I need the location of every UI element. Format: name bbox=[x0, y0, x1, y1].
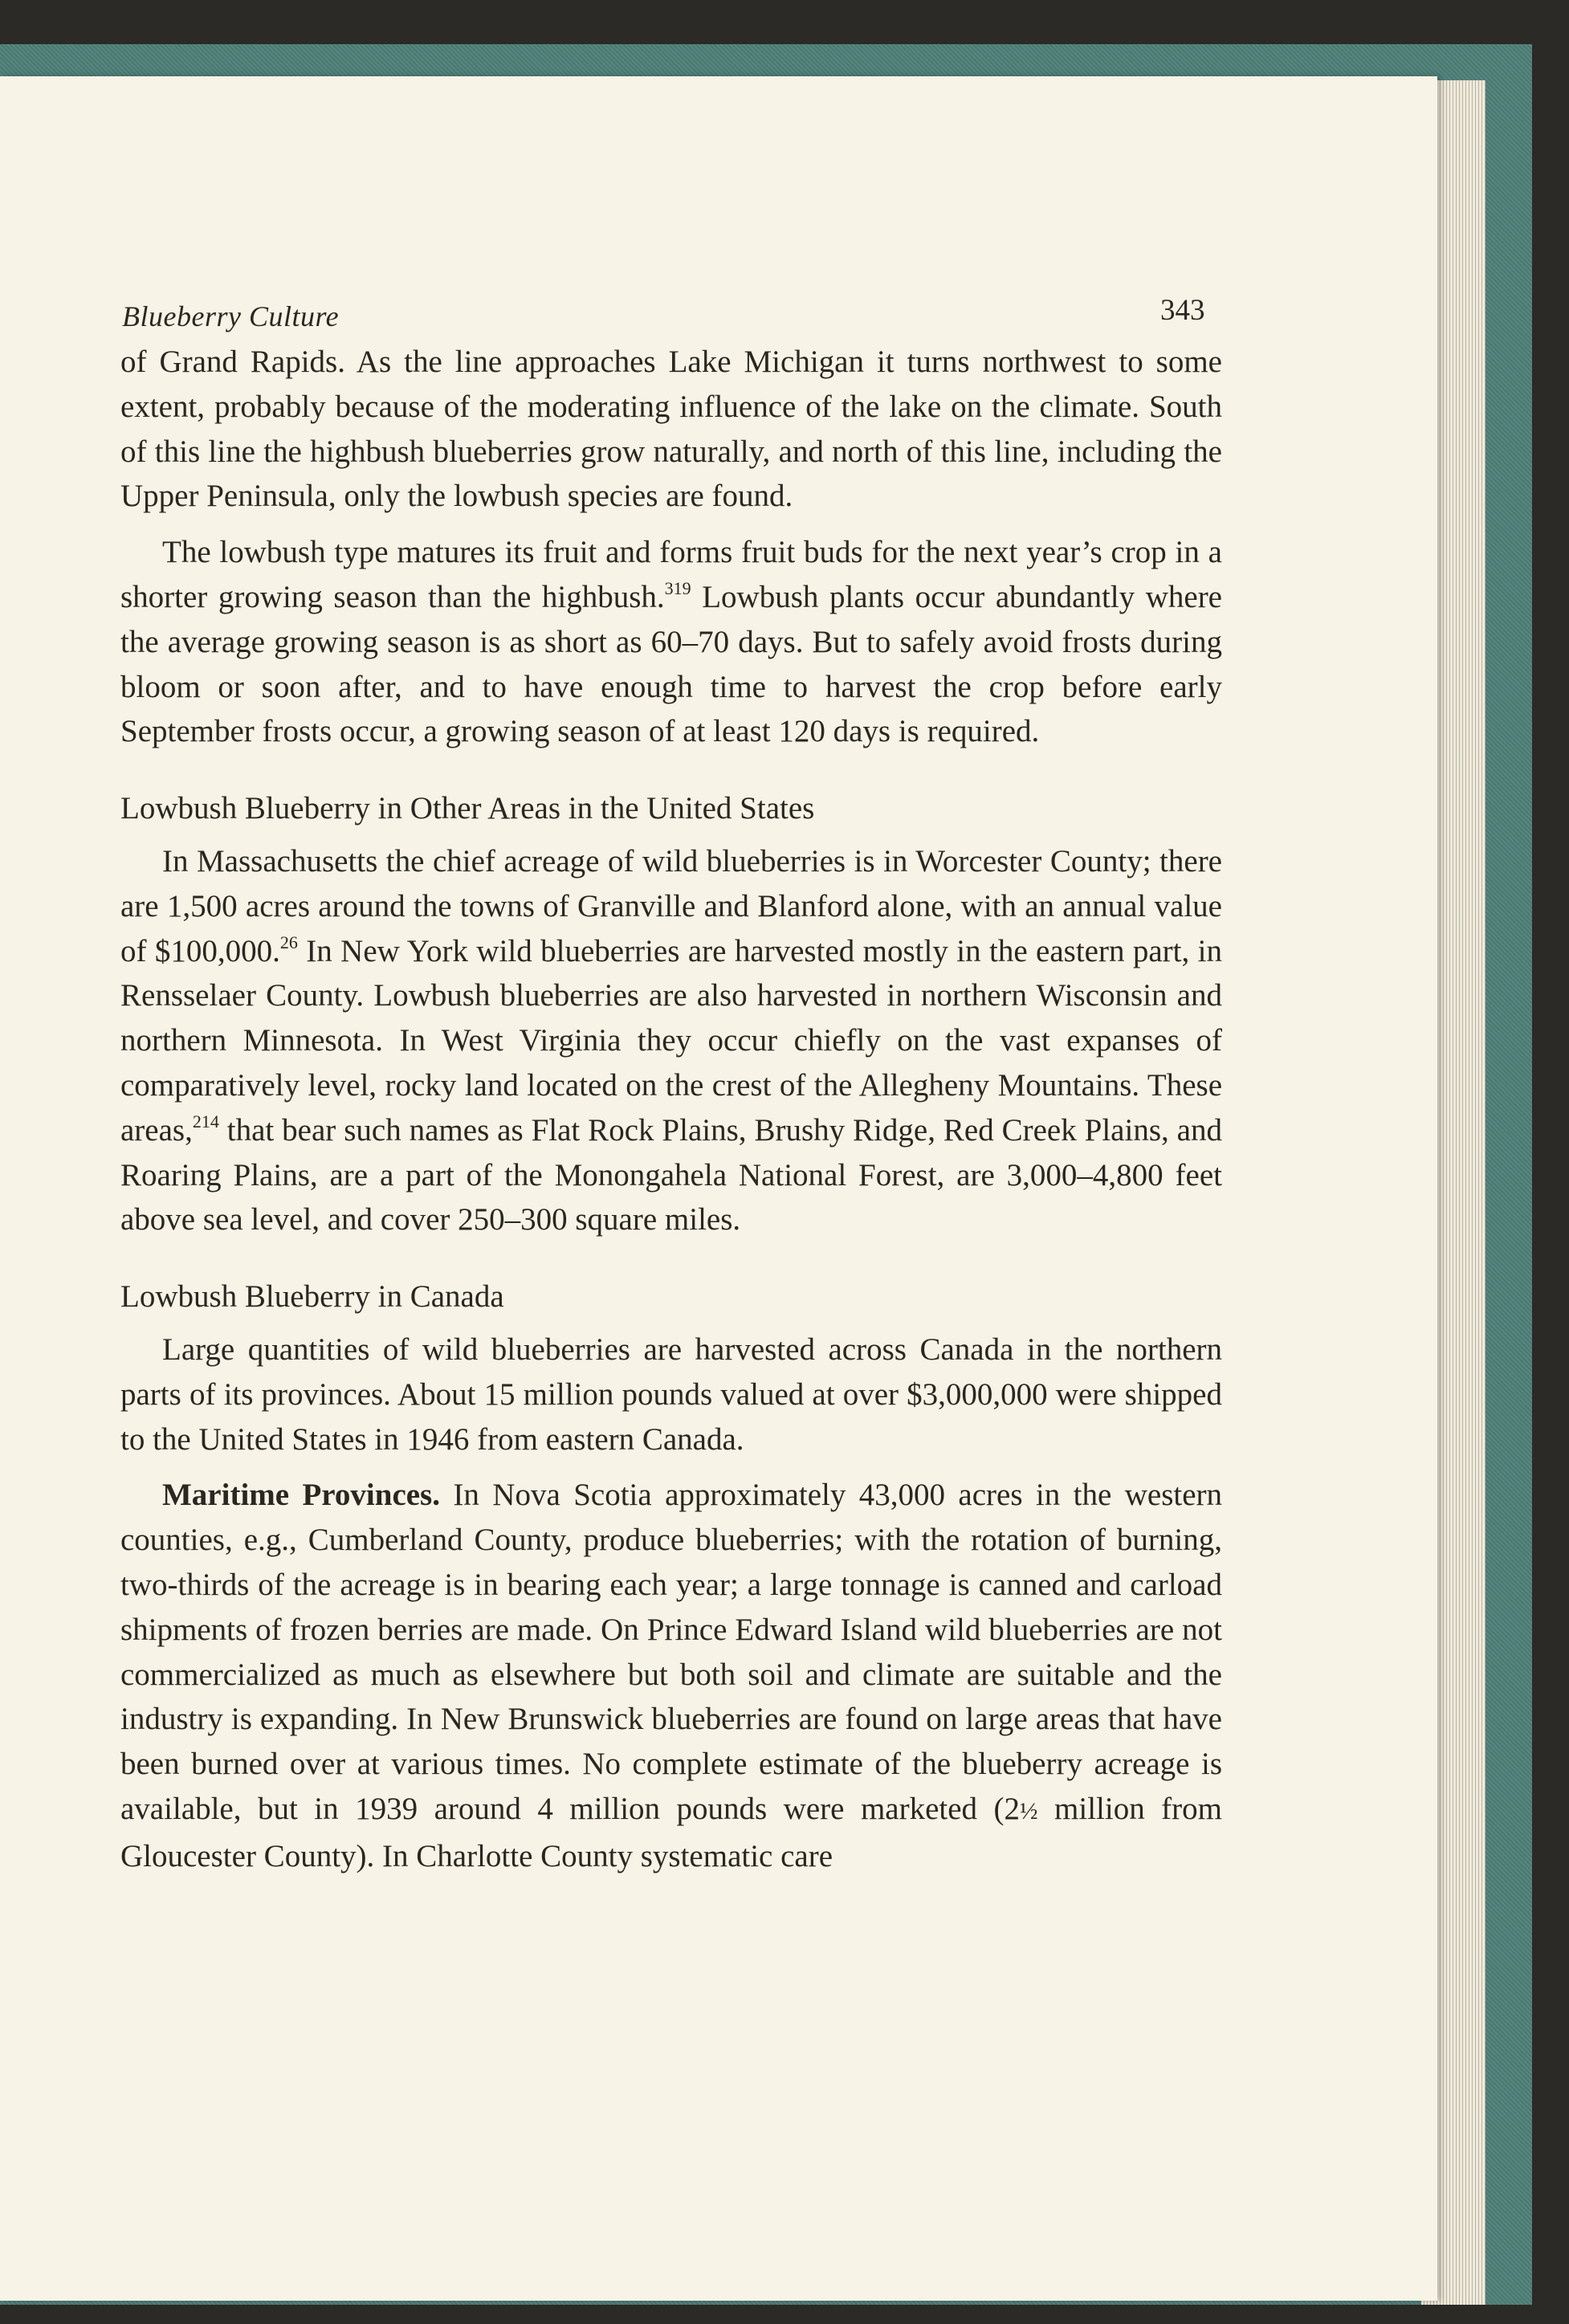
section-heading: Lowbush Blueberry in Other Areas in the United States bbox=[120, 791, 815, 826]
book-page bbox=[0, 76, 1437, 2301]
paragraph bbox=[120, 530, 1222, 754]
paragraph-text: In Nova Scotia approximately 43,000 acres in the western counties, e.g., Cumberland County, produce blueberries; with the rotation of burning, two-thirds of the acreage is in bearing each year; a large tonnage is canned and carload shipments of frozen berries are made. On Prince Edward Island wild blueberries are not commercialized as much as elsewhere but both soil and climate are suitable and the industry is expanding. In New Brunswick blueberries are found on large areas that have been burned over at various times. No complete estimate of the blueberry acreage is available, but in 1939 around 4 million pounds were marketed (2 bbox=[120, 1478, 1223, 1826]
running-title: Blueberry Culture bbox=[122, 300, 340, 332]
paragraph bbox=[120, 1473, 1222, 1878]
page-number: 343 bbox=[1160, 294, 1205, 327]
paragraph-text: In New York wild blueberries are harvested mostly in the eastern part, in Rensselaer County. Lowbush blueberries are also harvested in northern Wisconsin and northern Minnesota. In West Virginia they occur chiefly on the vast expanses of comparatively level, rocky land located on the crest of the Allegheny Mountains. These areas, bbox=[120, 933, 1222, 1148]
paragraph-text: Lowbush plants occur abundantly where the average growing season is as short as 60–70 days. But to safely avoid frosts during bloom or soon after, and to have enough time to harvest the crop before early September frosts occur, a growing season of at least 120 days is required. bbox=[120, 579, 1222, 749]
footnote-ref: 214 bbox=[192, 1111, 219, 1131]
run-in-heading: Maritime Provinces. bbox=[162, 1478, 440, 1513]
paragraph-text: The lowbush type matures its fruit and forms fruit buds for the next year’s crop in a shorter growing season than the highbush. bbox=[120, 535, 1222, 614]
paragraph-text: of Grand Rapids. As the line approaches Lake Michigan it turns northwest to some extent, probably because of the moderating influence of the lake on the climate. South of this line the highbush blueberries grow naturally, and north of this line, including the Upper Peninsula, only the lowbush species are found. bbox=[120, 345, 1222, 514]
fraction: ½ bbox=[1020, 1797, 1038, 1825]
paragraph-text: million from Gloucester County). In Charlotte County systematic care bbox=[120, 1791, 1222, 1873]
paragraph-text: that bear such names as Flat Rock Plains, Brushy Ridge, Red Creek Plains, and Roaring Plains, are a part of the Monongahela National Forest, are 3,000–4,800 feet above sea level, and cover 250–300 square miles. bbox=[120, 1112, 1222, 1237]
paragraph bbox=[120, 340, 1222, 519]
paragraph-text: Large quantities of wild blueberries are harvested across Canada in the northern parts of its provinces. About 15 million pounds valued at over $3,000,000 were shipped to the United States in 1946 from eastern Canada. bbox=[120, 1331, 1222, 1457]
footnote-ref: 26 bbox=[279, 932, 298, 952]
section-heading: Lowbush Blueberry in Canada bbox=[120, 1279, 504, 1315]
body-text bbox=[120, 340, 1222, 1879]
paragraph-text: In Massachusetts the chief acreage of wild blueberries is in Worcester County; there are 1,500 acres around the towns of Granville and Blanford alone, with an annual value of $100,000. bbox=[120, 843, 1222, 968]
paragraph bbox=[120, 1327, 1222, 1462]
footnote-ref: 319 bbox=[664, 577, 691, 598]
paragraph bbox=[120, 839, 1222, 1242]
